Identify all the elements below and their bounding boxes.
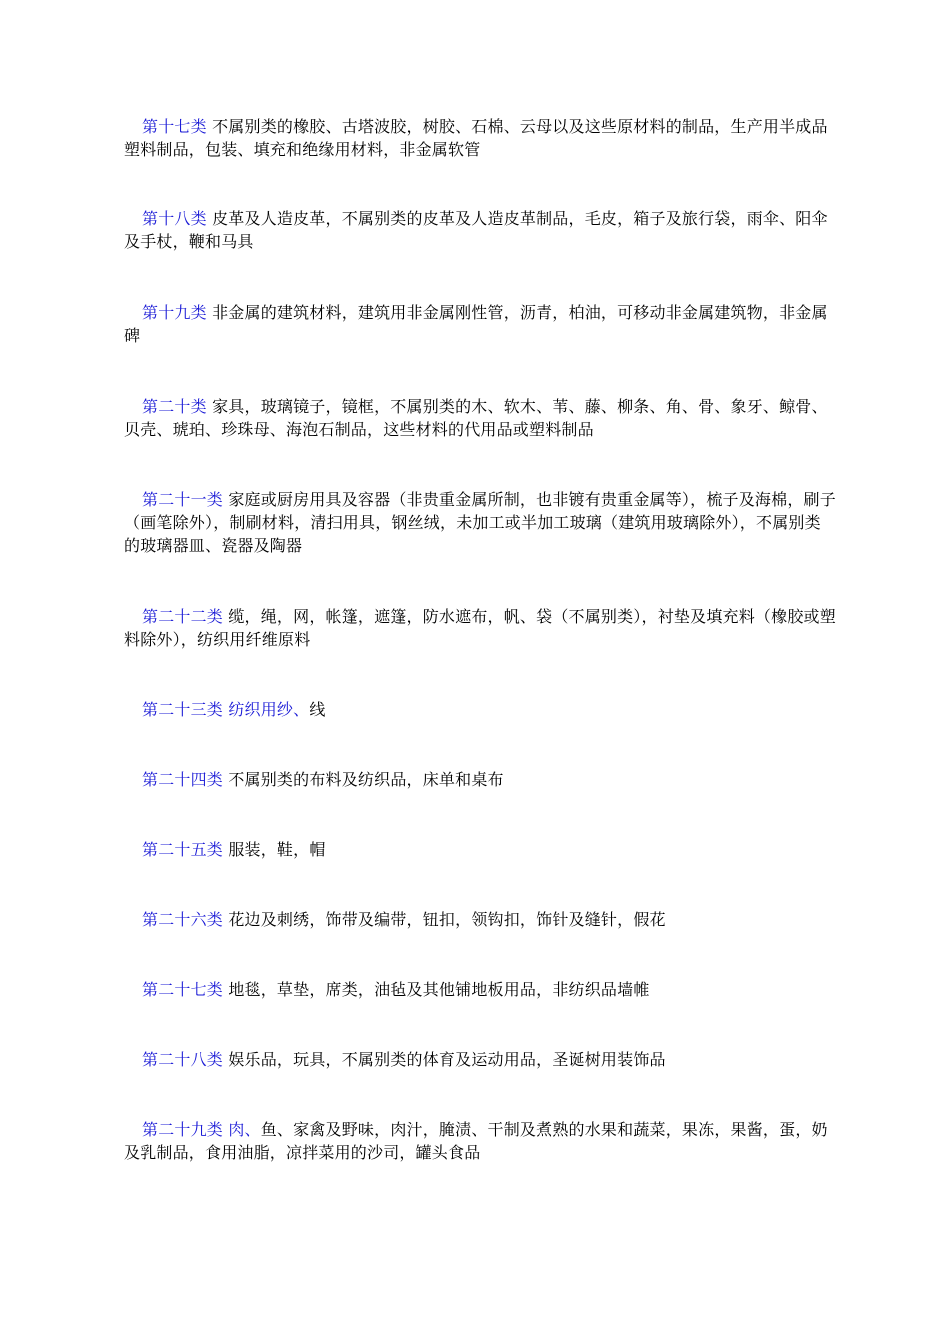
class-description: 不属别类的橡胶、古塔波胶，树胶、石棉、云母以及这些原材料的制品，生产用半成品塑料制品，包装、填充和绝缘用材料，非金属软管 — [124, 117, 828, 159]
class-entry-21 — [124, 488, 836, 557]
class-entry-23 — [124, 698, 836, 721]
class-label: 第二十七类 — [142, 980, 224, 999]
class-label: 第二十八类 — [142, 1050, 224, 1069]
class-entry-22 — [124, 605, 836, 651]
class-description-highlight: 纺织用纱、 — [228, 700, 310, 719]
class-label: 第二十三类 — [142, 700, 224, 719]
class-description: 鱼、家禽及野味，肉汁，腌渍、干制及煮熟的水果和蔬菜，果冻，果酱，蛋，奶及乳制品，食用油脂，凉拌菜用的沙司，罐头食品 — [124, 1120, 828, 1162]
class-entry-19 — [124, 301, 836, 347]
class-entry-29 — [124, 1118, 836, 1164]
class-label: 第十七类 — [142, 117, 207, 136]
class-description: 家具，玻璃镜子，镜框，不属别类的木、软木、苇、藤、柳条、角、骨、象牙、鲸骨、贝壳、琥珀、珍珠母、海泡石制品，这些材料的代用品或塑料制品 — [124, 397, 828, 439]
class-description: 娱乐品，玩具，不属别类的体育及运动用品，圣诞树用装饰品 — [228, 1050, 666, 1069]
class-entry-24 — [124, 768, 836, 791]
class-description: 皮革及人造皮革，不属别类的皮革及人造皮革制品，毛皮，箱子及旅行袋，雨伞、阳伞及手杖，鞭和马具 — [124, 209, 828, 251]
class-label: 第二十一类 — [142, 490, 224, 509]
class-description: 家庭或厨房用具及容器（非贵重金属所制，也非镀有贵重金属等），梳子及海棉，刷子（画笔除外），制刷材料，清扫用具，钢丝绒，未加工或半加工玻璃（建筑用玻璃除外），不属别类的玻璃器皿、瓷器及陶器 — [124, 490, 836, 555]
class-label: 第二十类 — [142, 397, 207, 416]
class-description: 花边及刺绣，饰带及编带，钮扣，领钩扣，饰针及缝针，假花 — [228, 910, 666, 929]
class-entry-26 — [124, 908, 836, 931]
class-entry-17 — [124, 115, 836, 161]
class-label: 第十九类 — [142, 303, 207, 322]
class-label: 第二十五类 — [142, 840, 224, 859]
class-description: 非金属的建筑材料，建筑用非金属刚性管，沥青，柏油，可移动非金属建筑物，非金属碑 — [124, 303, 828, 345]
class-label: 第二十四类 — [142, 770, 224, 789]
class-label: 第二十六类 — [142, 910, 224, 929]
class-label: 第二十二类 — [142, 607, 224, 626]
class-entry-25 — [124, 838, 836, 861]
class-label: 第二十九类 — [142, 1120, 224, 1139]
class-description: 不属别类的布料及纺织品，床单和桌布 — [228, 770, 504, 789]
class-description: 服装，鞋，帽 — [228, 840, 326, 859]
class-label: 第十八类 — [142, 209, 207, 228]
class-description: 缆，绳，网，帐篷，遮篷，防水遮布，帆、袋（不属别类），衬垫及填充料（橡胶或塑料除外），纺织用纤维原料 — [124, 607, 836, 649]
class-entry-28 — [124, 1048, 836, 1071]
class-entry-27 — [124, 978, 836, 1001]
class-entry-18 — [124, 207, 836, 253]
class-entry-20 — [124, 395, 836, 441]
class-description: 线 — [309, 700, 326, 719]
class-description: 地毯，草垫，席类，油毡及其他铺地板用品，非纺织品墙帷 — [228, 980, 650, 999]
class-description-highlight: 肉、 — [228, 1120, 261, 1139]
